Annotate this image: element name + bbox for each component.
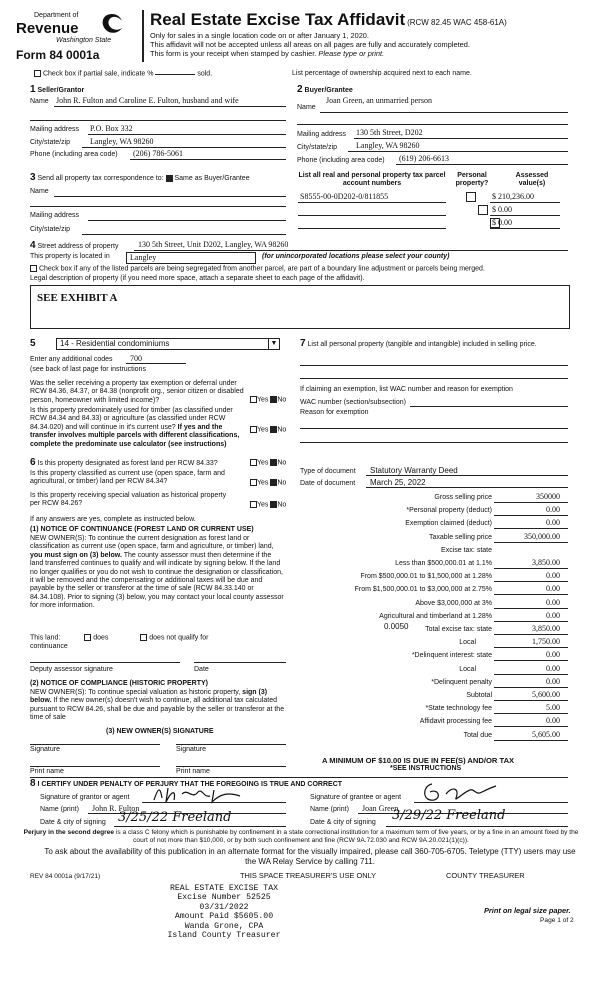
current-use-no-checkbox[interactable] — [270, 479, 277, 486]
tax-row-label: Excise tax: state — [441, 546, 492, 554]
grantor-name-label: Name (print) — [40, 806, 79, 813]
tax-row-underline — [494, 621, 568, 622]
exemption-claim-label: If claiming an exemption, list WAC number and reason for exemption — [300, 386, 513, 393]
segregated-checkbox[interactable] — [30, 265, 37, 272]
reason-exemption-label: Reason for exemption — [300, 409, 369, 416]
form-title: Real Estate Excise Tax Affidavit — [150, 10, 406, 29]
grantee-signature[interactable] — [412, 780, 498, 809]
compliance-body-b: sign (3) below. — [30, 689, 268, 705]
header-sub3-emphasis: Please type or print. — [318, 49, 385, 58]
perjury-bold: Perjury in the second degree — [23, 829, 115, 836]
tax-calculation-table — [300, 492, 568, 756]
tax-row-underline — [494, 634, 568, 635]
section-4-num: 4 — [30, 240, 36, 251]
tax-row-value[interactable]: 0.00 — [546, 518, 560, 528]
tax-row-underline — [494, 687, 568, 688]
additional-codes-label: Enter any additional codes — [30, 356, 113, 363]
seller-heading-label: Seller/Grantor — [37, 87, 85, 94]
doc-type-label: Type of document — [300, 468, 356, 475]
tax-row-value[interactable]: 3,850.00 — [532, 558, 560, 567]
doc-date-label: Date of document — [300, 480, 356, 487]
street-address-field[interactable]: 130 5th Street, Unit D202, Langley, WA 98260 — [138, 240, 289, 249]
forest-question-text: Is this property designated as forest land per RCW 84.33? — [37, 460, 218, 467]
tax-row-label: *Delinquent interest: state — [411, 652, 492, 660]
continuance-body — [30, 535, 286, 611]
certify-text: I CERTIFY UNDER PENALTY OF PERJURY THAT THE FOREGOING IS TRUE AND CORRECT — [37, 781, 343, 788]
same-as-buyer-checkbox[interactable] — [166, 175, 173, 182]
no-label: No — [277, 396, 287, 404]
yes-label: Yes — [257, 459, 269, 467]
personal-property-checkbox-1[interactable] — [466, 192, 476, 202]
personal-property-heading — [300, 338, 566, 350]
compliance-body-a: NEW OWNER(S): To continue special valuation as historic property, — [30, 689, 241, 696]
personal-property-text: List all personal property (tangible and intangible) included in selling price. — [307, 341, 537, 348]
stamp-line-4: Amount Paid $5605.00 — [174, 912, 274, 922]
exemption-question: Was the seller receiving a property tax exemption or deferral under RCW 84.36, 84.37, or 84.38 (nonprofit org., senior citizen or disabled person, homeowner with limited income)? — [30, 380, 244, 404]
wa-state-label: Washington State — [56, 37, 112, 44]
tax-row-underline — [494, 528, 568, 529]
tax-row-label: Exemption claimed (deduct) — [405, 520, 492, 528]
tax-row-underline — [494, 515, 568, 516]
timber-yes-no — [250, 426, 286, 435]
no-label: No — [277, 426, 287, 434]
buyer-mail-field[interactable]: 130 5th Street, D202 — [356, 128, 423, 137]
tax-row-value[interactable]: 0.00 — [546, 663, 560, 673]
tax-row-underline — [494, 608, 568, 609]
tax-row-underline — [494, 568, 568, 569]
section-3-text: Send all property tax correspondence to: — [37, 175, 164, 182]
revision-label: REV 84 0001a (9/17/21) — [30, 873, 101, 880]
compliance-body — [30, 689, 286, 723]
no-label: No — [277, 501, 287, 509]
county-treasurer-label: COUNTY TREASURER — [446, 871, 525, 880]
seller-city-field[interactable]: Langley, WA 98260 — [90, 137, 154, 146]
buyer-phone-label: Phone (including area code) — [297, 157, 385, 164]
no-label: No — [277, 479, 287, 487]
section-3-num: 3 — [30, 172, 36, 183]
tax-row-value[interactable]: 350000 — [536, 492, 560, 501]
buyer-phone-field[interactable]: (619) 206-6613 — [399, 154, 449, 163]
partial-sale-checkbox[interactable] — [34, 70, 41, 77]
owner-print-name-label-1: Print name — [30, 768, 64, 775]
grantee-date-label: Date & city of signing — [310, 819, 376, 826]
does-label: does — [93, 634, 109, 642]
stamp-line-5: Wanda Grone, CPA — [184, 921, 264, 931]
personal-property-checkbox-2[interactable] — [478, 205, 488, 215]
current-use-question: Is this property classified as current use (open space, farm and agricultural, or timber) land per RCW 84.34? — [30, 470, 225, 486]
owner-signature-label-2: Signature — [176, 746, 206, 753]
header-sub2: This affidavit will not be accepted unless all areas on all pages are fully and accurately completed. — [150, 40, 470, 49]
dept-of-label: Department of — [34, 12, 79, 19]
yes-label: Yes — [257, 396, 269, 404]
tax-row-label: Total excise tax: state — [425, 626, 492, 633]
see-back-note: (see back of last page for instructions — [30, 366, 146, 373]
page-title — [150, 10, 507, 30]
legal-description-text: SEE EXHIBIT A — [37, 292, 118, 304]
tax-row-value[interactable]: 0.00 — [546, 650, 560, 660]
land-use-select-value: 14 - Residential condominiums — [60, 339, 170, 348]
forest-question — [30, 457, 218, 469]
tax-row-value[interactable]: 3,850.00 — [532, 624, 560, 633]
forest-no-checkbox[interactable] — [270, 459, 277, 466]
buyer-city-field[interactable]: Langley, WA 98260 — [356, 141, 420, 150]
does-not-label: does not qualify for — [149, 634, 209, 642]
grantee-name-field[interactable]: Joan Green — [362, 804, 399, 813]
treasurer-stamp — [154, 884, 294, 941]
assessed-value-2[interactable]: $ 0.00 — [492, 205, 512, 214]
does-checkbox[interactable] — [84, 634, 91, 641]
tax-row-label: *Delinquent penalty — [431, 678, 492, 686]
located-note: (for unincorporated locations please select your county) — [262, 253, 450, 260]
continuance-body-b: you must sign on (3) below. — [30, 551, 122, 559]
timber-question-text: Is this property predominately used for timber (as classified under RCW 84.34 and 84.33) or agriculture (as classified under RCW 84.34.020) and will continue in it's current use? — [30, 407, 233, 431]
section-6-num: 6 — [30, 457, 36, 468]
exemption-yes-checkbox[interactable] — [250, 396, 257, 403]
does-not-checkbox[interactable] — [140, 634, 147, 641]
owner-signature-label-1: Signature — [30, 746, 60, 753]
location-select-value: Langley — [130, 253, 157, 262]
tax-row-value[interactable]: 0.00 — [546, 610, 560, 620]
section-2-num: 2 — [297, 84, 303, 95]
section-1-num: 1 — [30, 84, 36, 95]
land-use-select[interactable] — [56, 338, 280, 350]
new-owner-signature-title: (3) NEW OWNER(S) SIGNATURE — [106, 728, 214, 735]
legal-description-field[interactable] — [30, 285, 570, 329]
tax-row-underline — [494, 594, 568, 595]
seller-phone-label: Phone (including area code) — [30, 151, 118, 158]
parcel-number[interactable]: S8555-00-0D202-0/811855 — [300, 192, 389, 201]
forest-yes-no — [250, 459, 286, 468]
buyer-name-label: Name — [297, 104, 316, 111]
tax-row-underline — [494, 726, 568, 727]
seller-mail-label: Mailing address — [30, 126, 80, 133]
wa-swirl-icon — [98, 12, 126, 38]
tax-row-value[interactable]: 0.00 — [546, 716, 560, 726]
street-address-row — [30, 240, 118, 252]
tax-row-label: Gross selling price — [434, 494, 492, 501]
tax-row-label: Agricultural and timberland at 1.28% — [379, 612, 492, 620]
grantor-name-field[interactable]: John R. Fulton — [92, 804, 140, 813]
seller-name-label: Name — [30, 98, 49, 105]
buyer-heading-label: Buyer/Grantee — [304, 87, 353, 94]
tax-row-value[interactable]: 5,600.00 — [532, 690, 560, 699]
section-3-heading — [30, 172, 250, 184]
form-title-ref: (RCW 82.45 WAC 458-61A) — [407, 18, 507, 27]
buyer-heading — [297, 84, 353, 96]
seller-city-label: City/state/zip — [30, 139, 71, 146]
page-number: Page 1 of 2 — [540, 917, 574, 924]
grantee-name-label: Name (print) — [310, 806, 349, 813]
tax-row-label: From $500,000.01 to $1,500,000 at 1.28% — [360, 573, 492, 581]
tax-row-label: *State technology fee — [425, 705, 492, 713]
grantor-signature-label: Signature of grantor or agent — [40, 794, 130, 801]
tax-row-underline — [494, 713, 568, 714]
timber-yes-checkbox[interactable] — [250, 426, 257, 433]
chevron-down-icon[interactable]: ▼ — [268, 339, 279, 349]
continuance-title: (1) NOTICE OF CONTINUANCE (FOREST LAND OR CURRENT USE) — [30, 526, 254, 533]
exemption-no-checkbox[interactable] — [270, 396, 277, 403]
stamp-line-3: 03/31/2022 — [199, 902, 249, 912]
dor-logo — [14, 10, 134, 62]
availability-notice: To ask about the availability of this publication in an alternate format for the visually impaired, please call 360-705-6705. Teletype (TTY) users may use the WA Relay Service by calling 711. — [44, 847, 576, 866]
seller-mail-field[interactable]: P.O. Box 332 — [90, 124, 133, 133]
s3-name-label: Name — [30, 188, 49, 195]
buyer-name-field[interactable]: Joan Green, an unmarried person — [326, 96, 432, 105]
grantor-signature-mark — [150, 784, 250, 804]
legal-description-label: Legal description of property (if you need more space, attach a separate sheet to each page of the affidavit). — [30, 275, 365, 282]
if-yes-note: If any answers are yes, complete as instructed below. — [30, 516, 196, 523]
assessed-value-3[interactable]: $ 0.00 — [492, 218, 512, 227]
tax-row-underline — [494, 581, 568, 582]
buyer-city-label: City/state/zip — [297, 144, 338, 151]
tax-row-value[interactable]: 5,605.00 — [532, 729, 560, 739]
personal-col-header: Personal property? — [455, 172, 489, 188]
tax-row-value[interactable]: 1,750.00 — [532, 637, 560, 647]
street-label: Street address of property — [37, 243, 119, 250]
partial-sale-label: Check box if partial sale, indicate % — [42, 70, 154, 78]
tax-row-value[interactable]: 0.00 — [546, 505, 560, 515]
this-land-label: This land: — [30, 634, 61, 642]
header-sub1: Only for sales in a single location code on or after January 1, 2020. — [150, 31, 369, 40]
continuance-body-c: The county assessor must then determine if the land transferred continues to qualify and will indicate by signing below. If the land no longer qualifies or you do not wish to continue the designation or classification, it will be removed and the compensating or additional taxes will be due and payable by the seller or transferor at the time of sale (RCW 84.33.140 or 84.34.108). Prior to signing (3) below, you may contact your local county assessor for more information. — [30, 551, 284, 610]
no-label: No — [277, 459, 287, 467]
ownership-note: List percentage of ownership acquired next to each name. — [292, 70, 472, 77]
tax-row-underline — [494, 740, 568, 741]
seller-name-field[interactable]: John R. Fulton and Caroline E. Fulton, husband and wife — [56, 96, 239, 105]
tax-row-value[interactable]: 0.00 — [546, 597, 560, 607]
compliance-body-c: If the new owner(s) doesn't wish to continue, all additional tax calculated pursuant to RCW 84.26, shall be due and payable by the seller or transferor at the time of sale — [30, 697, 285, 722]
doc-type-field[interactable]: Statutory Warranty Deed — [370, 466, 458, 475]
tax-row-value[interactable]: 0.00 — [546, 676, 560, 686]
perjury-text: is a class C felony which is punishable by confinement in a state correctional institution for a maximum term of five years, or by a fine in an amount fixed by the court of not more than $10,000, or by both such confinement and fine (RCW 9A.72.030 and RCW 9A.20.021(1)(c)). — [115, 829, 579, 844]
current-use-yes-no — [250, 479, 286, 488]
buyer-mail-label: Mailing address — [297, 131, 347, 138]
current-use-yes-checkbox[interactable] — [250, 479, 257, 486]
local-rate[interactable]: 0.0050 — [384, 622, 409, 631]
segregated-row — [30, 265, 485, 274]
yes-label: Yes — [257, 426, 269, 434]
stamp-line-1: REAL ESTATE EXCISE TAX — [169, 884, 279, 893]
tax-row-label: Local — [459, 665, 476, 673]
header-sub3-text: This form is your receipt when stamped by cashier. — [150, 49, 317, 58]
historic-question: Is this property receiving special valuation as historical property per RCW 84.26? — [30, 492, 227, 508]
compliance-title: (2) NOTICE OF COMPLIANCE (HISTORIC PROPERTY) — [30, 680, 208, 687]
tax-row-label: Total due — [463, 731, 492, 739]
tax-row-label: Above $3,000,000 at 3% — [415, 599, 492, 607]
tax-row-label: Subtotal — [466, 692, 492, 699]
tax-row-label: Local — [459, 639, 476, 647]
section-8-num: 8 — [30, 778, 36, 789]
forest-yes-checkbox[interactable] — [250, 459, 257, 466]
wac-number-label: WAC number (section/subsection) — [300, 399, 406, 406]
grantee-signature-label: Signature of grantee or agent — [310, 794, 402, 801]
tax-row-underline — [494, 502, 568, 503]
exemption-yes-no — [250, 396, 286, 405]
tax-row-value[interactable]: 5.00 — [546, 703, 560, 713]
same-as-buyer-label: Same as Buyer/Grantee — [174, 175, 250, 182]
legal-paper-note: Print on legal size paper. — [484, 906, 571, 915]
tax-row-label: Less than $500,000.01 at 1.1% — [395, 560, 492, 567]
segregated-label: Check box if any of the listed parcels are being segregated from another parcel, are part of a boundary line adjustment or parcels being merged. — [38, 265, 485, 273]
timber-no-checkbox[interactable] — [270, 426, 277, 433]
grantor-date-label: Date & city of signing — [40, 819, 106, 826]
header-sub3 — [150, 50, 384, 59]
seller-phone-field[interactable]: (206) 786-5061 — [133, 149, 183, 158]
assessed-col-header: Assessed value(s) — [515, 172, 549, 188]
tax-row-underline — [494, 660, 568, 661]
parcel-col-header: List all real and personal property tax parcel account numbers — [298, 172, 446, 188]
deputy-signature-label: Deputy assessor signature — [30, 666, 113, 673]
assessed-value-1[interactable]: $ 210,236.00 — [492, 192, 534, 201]
tax-row-value[interactable]: 350,000.00 — [524, 531, 560, 541]
seller-heading — [30, 84, 84, 96]
see-instructions-note: *SEE INSTRUCTIONS — [390, 765, 462, 772]
perjury-notice — [16, 829, 586, 845]
section-7-num: 7 — [300, 338, 306, 349]
owner-print-name-label-2: Print name — [176, 768, 210, 775]
s3-city-label: City/state/zip — [30, 226, 71, 233]
stamp-line-2: Excise Number 52525 — [177, 893, 271, 903]
tax-row-label: *Personal property (deduct) — [406, 507, 492, 515]
continuance-label: continuance — [30, 643, 68, 650]
yes-label: Yes — [257, 479, 269, 487]
location-select[interactable] — [126, 252, 256, 264]
doc-date-field[interactable]: March 25, 2022 — [370, 478, 426, 487]
tax-row-label: Taxable selling price — [428, 533, 492, 541]
tax-row-underline — [494, 700, 568, 701]
stamp-line-6: Island County Treasurer — [167, 931, 281, 941]
tax-row-value[interactable]: 0.00 — [546, 571, 560, 581]
tax-row-label: From $1,500,000.01 to $3,000,000 at 2.75% — [354, 586, 492, 594]
s3-mail-label: Mailing address — [30, 212, 80, 219]
tax-row-label: Affidavit processing fee — [419, 718, 492, 726]
revenue-wordmark: Revenue — [16, 20, 79, 37]
tax-row-value[interactable]: 0.00 — [546, 584, 560, 594]
tax-row-underline — [494, 542, 568, 543]
additional-codes-field[interactable]: 700 — [130, 354, 142, 363]
tax-row-underline — [494, 674, 568, 675]
grantor-date-field[interactable]: 3/25/22 Freeland — [118, 810, 232, 825]
located-label: This property is located in — [30, 253, 110, 260]
deputy-date-label: Date — [194, 666, 209, 673]
sold-label: sold. — [197, 70, 213, 78]
timber-question — [30, 407, 248, 449]
this-land-row — [30, 634, 208, 643]
yes-label: Yes — [257, 501, 269, 509]
form-number: Form 84 0001a — [16, 48, 100, 62]
partial-sale-row — [34, 70, 212, 79]
grantee-date-field[interactable]: 3/29/22 Freeland — [392, 808, 506, 823]
section-5-num: 5 — [30, 338, 36, 349]
minimum-due-note: A MINIMUM OF $10.00 IS DUE IN FEE(S) AND/OR TAX — [322, 756, 515, 765]
continuance-body-a: NEW OWNER(S): To continue the current designation as forest land or classification as current use (open space, farm and agriculture, or timber) land, — [30, 535, 274, 551]
tax-row-underline — [494, 647, 568, 648]
treasurer-only-label: THIS SPACE TREASURER'S USE ONLY — [240, 871, 377, 880]
timber-question-bold: If yes and the transfer involves multiple parcels with different classifications, complete the predominate use calculator (see instructions) — [30, 423, 240, 448]
grantor-signature[interactable] — [150, 784, 250, 808]
